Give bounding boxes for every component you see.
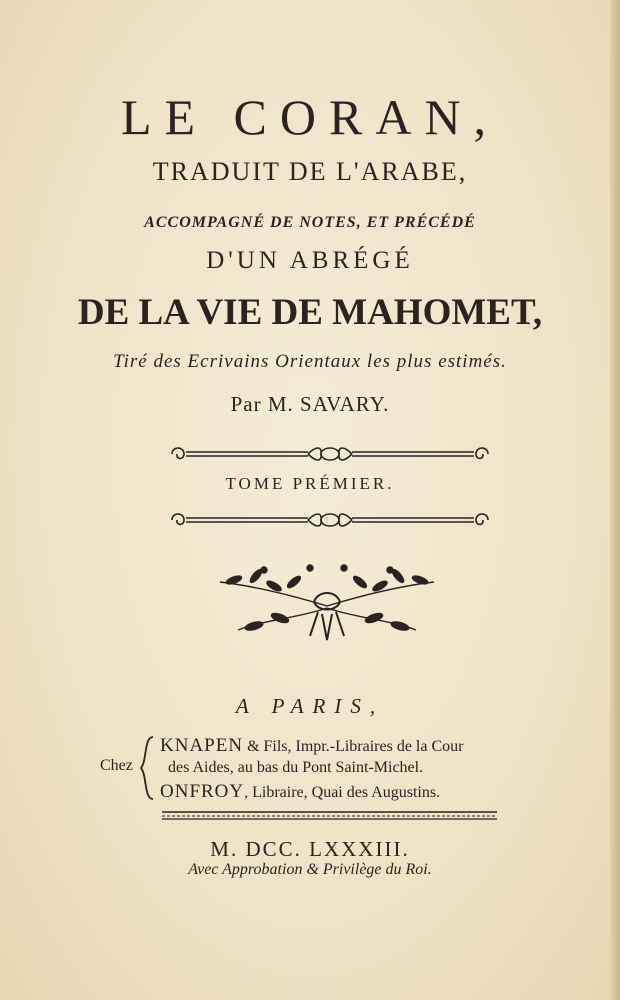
brace-icon [138, 735, 156, 801]
title-main: LE CORAN, [120, 89, 500, 145]
imprint-publishers [96, 735, 566, 805]
floral-vignette-icon [214, 556, 440, 646]
title-line-abrege: D'UN ABRÉGÉ [206, 247, 414, 274]
publisher2-name: ONFROY [160, 781, 245, 802]
scroll-ornament-icon [168, 508, 492, 532]
title-line-translated: TRADUIT DE L'ARABE, [152, 157, 468, 186]
publisher-line-3 [160, 781, 440, 803]
publisher1-name: KNAPEN [160, 735, 244, 756]
double-rule [162, 810, 497, 820]
publisher1-rest: & Fils, Impr.-Libraires de la Cour [243, 738, 464, 755]
title-line-mahomet: DE LA VIE DE MAHOMET, [77, 292, 543, 333]
publisher2-rest: , Libraire, Quai des Augustins. [244, 784, 441, 801]
publisher-line-1 [160, 735, 463, 757]
author-line: Par M. SAVARY. [230, 392, 390, 416]
approval-line: Avec Approbation & Privilège du Roi. [188, 861, 432, 878]
imprint-date: M. DCC. LXXXIII. [210, 837, 410, 861]
imprint-city: A PARIS, [235, 694, 385, 718]
imprint-chez: Chez [100, 757, 133, 774]
title-line-sources: Tiré des Ecrivains Orientaux les plus estimés. [113, 351, 507, 372]
publisher-line-2: des Aides, au bas du Pont Saint-Michel. [168, 759, 424, 776]
volume-label: TOME PRÉMIER. [225, 474, 395, 493]
title-line-notes: ACCOMPAGNÉ DE NOTES, ET PRÉCÉDÉ [144, 214, 476, 231]
scroll-ornament-icon [168, 442, 492, 466]
